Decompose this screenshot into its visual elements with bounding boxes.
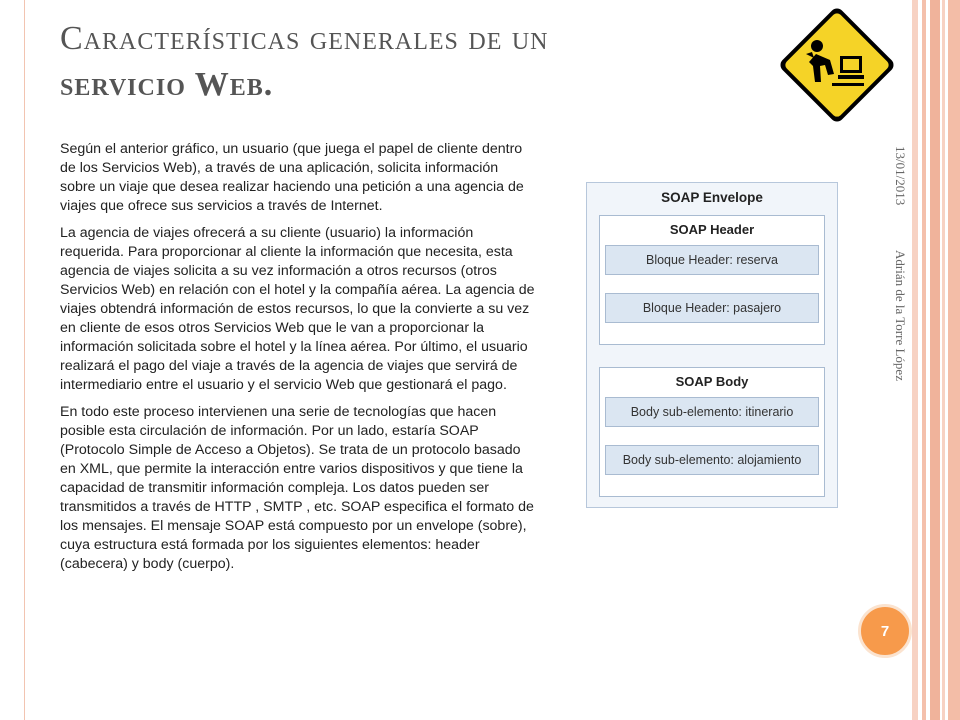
- under-construction-sign-icon: [776, 4, 898, 126]
- title-line-2: servicio Web.: [60, 66, 274, 103]
- body-block-itinerario: Body sub-elemento: itinerario: [605, 397, 819, 427]
- soap-envelope-diagram: [586, 182, 838, 508]
- body-title: SOAP Body: [675, 374, 749, 389]
- paragraph-2: La agencia de viajes ofrecerá a su cliente (usuario) la información requerida. Para proporcionar al cliente la información que necesita, esta agencia de viajes solicita a su vez información a otros recursos (otros Servicios Web) en relación con el hotel y la compañía aérea. La agencia de viajes obtendrá información de estos recursos, lo que la convierte a su vez en cliente de esos otros Servicios Web que le van a proporcionar la información solicitada sobre el hotel y la línea aérea. Por último, el usuario realizará el pago del viaje a través de la agencia de viajes que servirá de intermediario entre el usuario y el servicio Web que gestionará el pago.: [60, 225, 535, 393]
- side-date: 13/01/2013: [893, 146, 908, 206]
- header-title: SOAP Header: [669, 222, 755, 237]
- envelope-title: SOAP Envelope: [661, 190, 763, 205]
- slide-title: [60, 16, 760, 108]
- paragraph-3: En todo este proceso intervienen una serie de tecnologías que hacen posible esta circulación de información. Por un lado, estaría SOAP (Protocolo Simple de Acceso a Objetos). Se trata de un protocolo basado en XML, que permite la interacción entre varios dispositivos y que tiene la capacidad de transmitir información compleja. Los datos pueden ser transmitidos a través de HTTP , SMTP , etc. SOAP especifica el formato de los mensajes. El mensaje SOAP está compuesto por un envelope (sobre), cuya estructura está formada por los siguientes elementos: header (cabecera) y body (cuerpo).: [60, 404, 534, 572]
- left-margin-line: [24, 0, 25, 720]
- soap-header-section: [599, 215, 825, 345]
- body-text: [60, 140, 536, 582]
- paragraph-1: Según el anterior gráfico, un usuario (que juega el papel de cliente dentro de los Servicios Web), a través de una aplicación, solicita información sobre un viaje que desea realizar haciendo una petición a una agencia de viajes que ofrece sus servicios a través de Internet.: [60, 141, 524, 214]
- header-block-pasajero: Bloque Header: pasajero: [605, 293, 819, 323]
- page-number-badge: 7: [858, 604, 912, 658]
- body-block-alojamiento: Body sub-elemento: alojamiento: [605, 445, 819, 475]
- title-line-1: Características generales de un: [60, 20, 549, 57]
- header-block-reserva: Bloque Header: reserva: [605, 245, 819, 275]
- soap-body-section: [599, 367, 825, 497]
- decorative-stripes: [912, 0, 960, 720]
- side-author: Adrián de la Torre López: [893, 250, 908, 381]
